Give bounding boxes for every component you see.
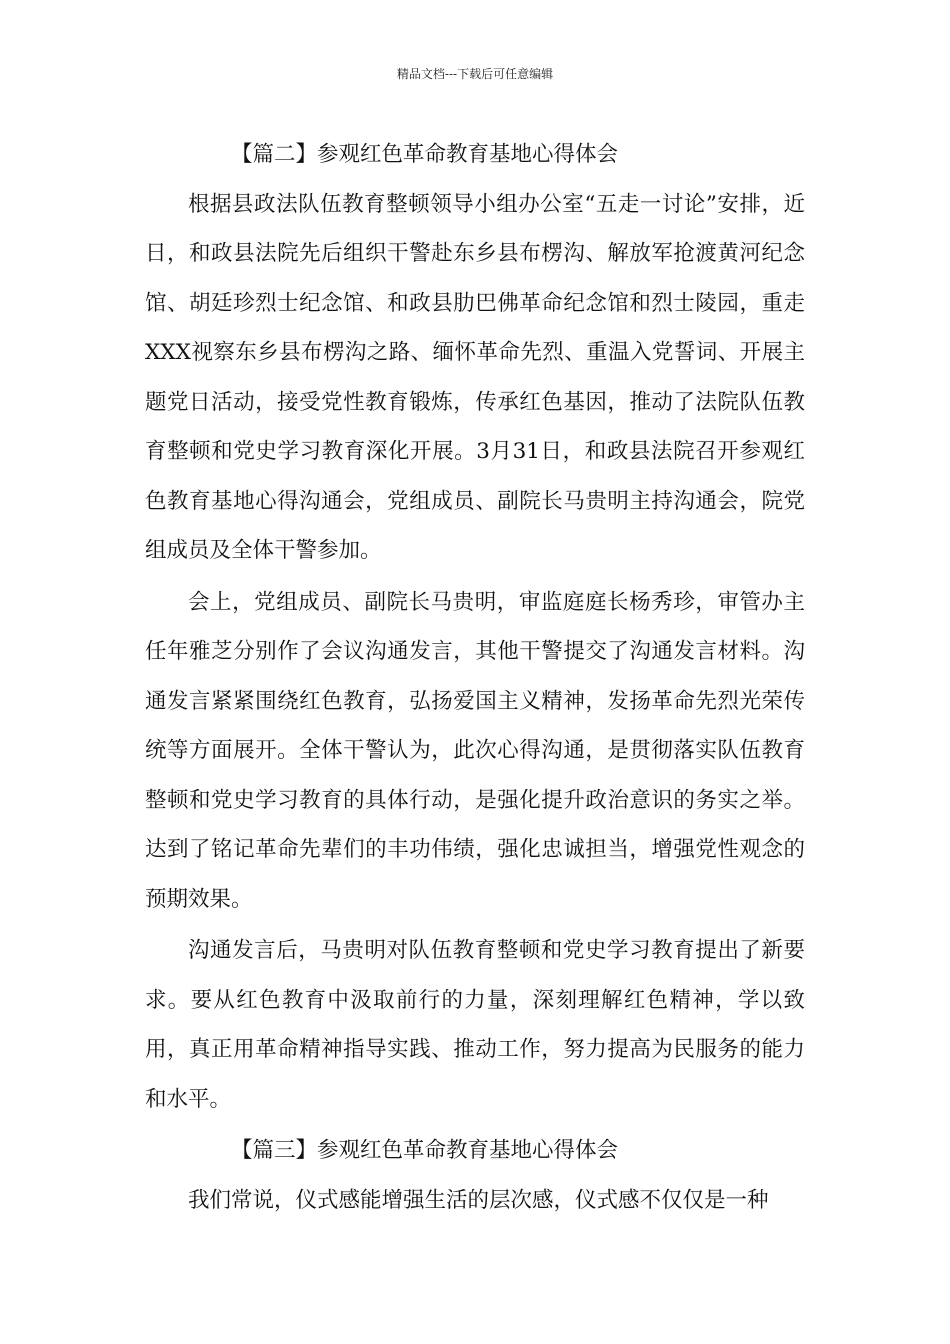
document-body	[145, 130, 805, 1227]
paragraph: 沟通发言后，马贵明对队伍教育整顿和党史学习教育提出了新要求。要从红色教育中汲取前行的力量，深刻理解红色精神，学以致用，真正用革命精神指导实践、推动工作，努力提高为民服务的能力和水平。	[145, 938, 805, 1112]
header-note: 精品文档---下载后可任意编辑	[396, 67, 554, 81]
paragraph: 会上，党组成员、副院长马贵明，审监庭庭长杨秀珍，审管办主任年雅芝分别作了会议沟通发言，其他干警提交了沟通发言材料。沟通发言紧紧围绕红色教育，弘扬爱国主义精神，发扬革命先烈光荣传统等方面展开。全体干警认为，此次心得沟通，是贯彻落实队伍教育整顿和党史学习教育的具体行动，是强化提升政治意识的务实之举。达到了铭记革命先辈们的丰功伟绩，强化忠诚担当，增强党性观念的预期效果。	[145, 589, 805, 912]
section-title-3: 【篇三】参观红色革命教育基地心得体会	[231, 1138, 619, 1163]
paragraph: 根据县政法队伍教育整顿领导小组办公室“五走一讨论”安排，近日，和政县法院先后组织干警赴东乡县布楞沟、解放军抢渡黄河纪念馆、胡廷珍烈士纪念馆、和政县肋巴佛革命纪念馆和烈士陵园，重走XXX视察东乡县布楞沟之路、缅怀革命先烈、重温入党誓词、开展主题党日活动，接受党性教育锻炼，传承红色基因，推动了法院队伍教育整顿和党史学习教育深化开展。3月31日，和政县法院召开参观红色教育基地心得沟通会，党组成员、副院长马贵明主持沟通会，院党组成员及全体干警参加。	[145, 191, 805, 563]
section-title-2: 【篇二】参观红色革命教育基地心得体会	[231, 142, 619, 167]
paragraph: 我们常说，仪式感能增强生活的层次感，仪式感不仅仅是一种	[188, 1187, 769, 1213]
